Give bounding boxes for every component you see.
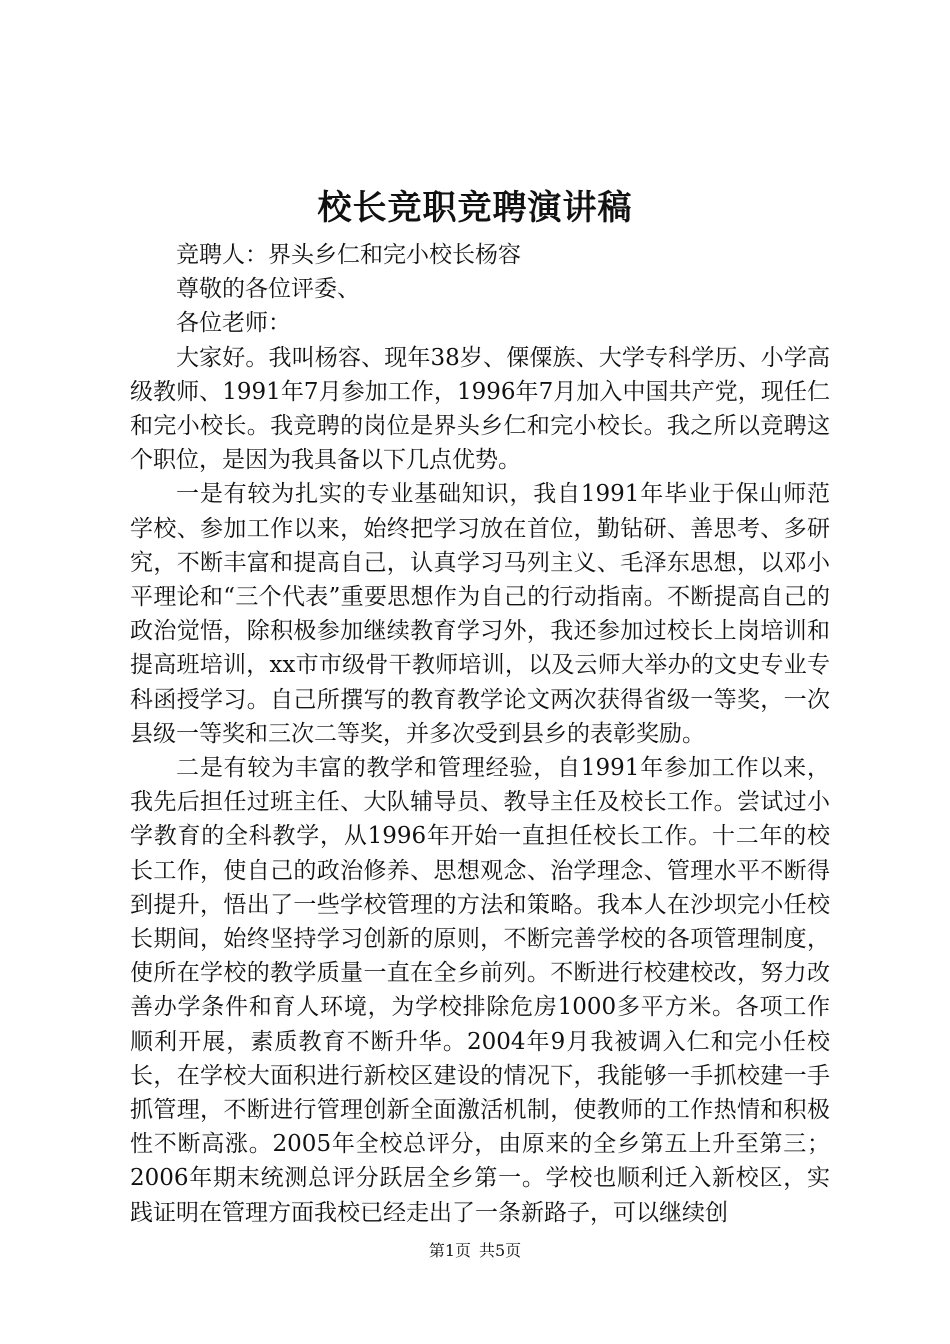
salutation-line: 尊敬的各位评委、 (176, 276, 360, 303)
page-total: 共5页 (479, 1241, 522, 1260)
body-paragraph: 二是有较为丰富的教学和管理经验，自1991年参加工作以来，我先后担任过班主任、大队辅导员、教导主任及校长工作。尝试过小学教育的全科教学，从1996年开始一直担任校长工作。十二年的校长工作，使自己的政治修养、思想观念、治学理念、管理水平不断得到提升，悟出了一些学校管理的方法和策略。我本人在沙坝完小任校长期间，始终坚持学习创新的原则，不断完善学校的各项管理制度，使所在学校的教学质量一直在全乡前列。不断进行校建校改，努力改善办学条件和育人环境，为学校排除危房1000多平方米。各项工作顺利开展，素质教育不断升华。2004年9月我被调入仁和完小任校长，在学校大面积进行新校区建设的情况下，我能够一手抓校建一手抓管理，不断进行管理创新全面激活机制，使教师的工作热情和积极性不断高涨。2005年全校总评分，由原来的全乡第五上升至第三；2006年期末统测总评分跃居全乡第一。学校也顺利迁入新校区，实践证明在管理方面我校已经走出了一条新路子，可以继续创 (130, 755, 830, 1226)
salutation-line: 各位老师： (176, 310, 291, 337)
document-body (130, 238, 830, 1230)
page-footer (0, 1240, 950, 1262)
page-number: 第1页 (428, 1241, 471, 1260)
document-title: 校长竞职竞聘演讲稿 (317, 188, 633, 228)
body-paragraph: 一是有较为扎实的专业基础知识，我自1991年毕业于保山师范学校、参加工作以来，始终把学习放在首位，勤钻研、善思考、多研究，不断丰富和提高自己，认真学习马列主义、毛泽东思想，以邓小平理论和“三个代表”重要思想作为自己的行动指南。不断提高自己的政治觉悟，除积极参加继续教育学习外，我还参加过校长上岗培训和提高班培训，xx市市级骨干教师培训，以及云师大举办的文史专业专科函授学习。自己所撰写的教育教学论文两次获得省级一等奖，一次县级一等奖和三次二等奖，并多次受到县乡的表彰奖励。 (130, 481, 830, 747)
body-paragraph: 大家好。我叫杨容、现年38岁、傈僳族、大学专科学历、小学高级教师、1991年7月参加工作，1996年7月加入中国共产党，现任仁和完小校长。我竞聘的岗位是界头乡仁和完小校长。我之所以竞聘这个职位，是因为我具备以下几点优势。 (130, 344, 830, 474)
speaker-line: 竞聘人：界头乡仁和完小校长杨容 (176, 242, 521, 268)
